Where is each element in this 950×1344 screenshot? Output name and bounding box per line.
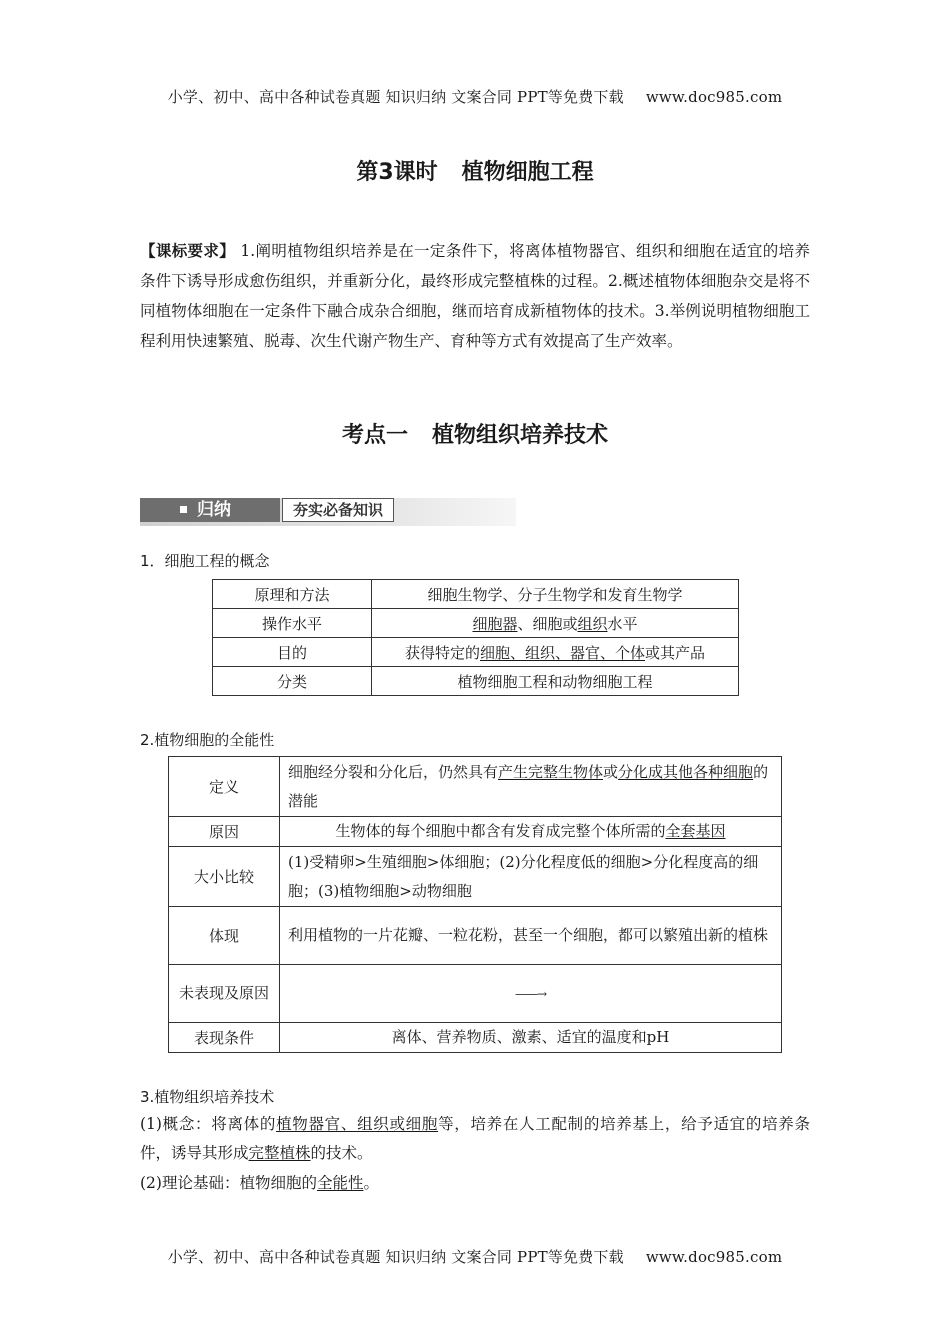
footer-site: www.doc985.com <box>645 1248 783 1266</box>
table-row <box>169 757 782 817</box>
table-row <box>213 609 739 638</box>
table-cell: 原理和方法 <box>213 580 372 609</box>
table-cell <box>280 817 782 847</box>
footer-text: 小学、初中、高中各种试卷真题 知识归纳 文案合同 PPT等免费下载 <box>167 1248 624 1266</box>
cell-text: 生物体的每个细胞中都含有发育成完整个体所需的 <box>335 822 666 840</box>
table-cell <box>280 757 782 817</box>
banner-left <box>140 498 280 522</box>
table-row <box>169 847 782 907</box>
requirements-label: 【课标要求】 <box>140 242 236 260</box>
cell-text: 获得特定的 <box>404 643 480 662</box>
table-cell: 离体、营养物质、激素、适宜的温度和pH <box>280 1023 782 1053</box>
answer-blank: 全能性 <box>316 1174 364 1192</box>
table-cell: 定义 <box>169 757 280 817</box>
title-topic: 植物细胞工程 <box>461 160 594 185</box>
para-text: (1)概念：将离体的 <box>140 1115 277 1133</box>
answer-blank: 细胞、组织、器官、个体 <box>479 643 645 662</box>
answer-blank: 植物器官、组织或细胞 <box>276 1115 439 1133</box>
arrow-icon: ——→ <box>514 986 547 1001</box>
table-row <box>169 965 782 1023</box>
summary-banner <box>140 498 516 526</box>
section-topic: 植物组织培养技术 <box>432 423 609 448</box>
table-row <box>169 907 782 965</box>
cell-text: 、细胞或 <box>517 614 578 633</box>
header-text: 小学、初中、高中各种试卷真题 知识归纳 文案合同 PPT等免费下载 <box>167 88 624 106</box>
table-cell: 目的 <box>213 638 372 667</box>
table-cell: 分类 <box>213 667 372 696</box>
table-cell: 体现 <box>169 907 280 965</box>
title-lesson: 第3课时 <box>356 160 438 185</box>
answer-blank: 分化成其他各种细胞 <box>618 762 754 781</box>
square-icon <box>180 506 187 513</box>
section-number: 考点一 <box>341 423 408 448</box>
s3-paragraph-1 <box>140 1110 810 1168</box>
table-cell: 未表现及原因 <box>169 965 280 1023</box>
s3-heading: 3.植物组织培养技术 <box>140 1088 275 1106</box>
table-cell: 利用植物的一片花瓣、一粒花粉，甚至一个细胞，都可以繁殖出新的植株 <box>280 907 782 965</box>
table-cell: 表现条件 <box>169 1023 280 1053</box>
s1-heading: 1．细胞工程的概念 <box>140 552 270 570</box>
requirements-text: 1.阐明植物组织培养是在一定条件下，将离体植物器官、组织和细胞在适宜的培养条件下诱导形成愈伤组织，并重新分化，最终形成完整植株的过程。2.概述植物体细胞杂交是将不同植物体细胞在一定条件下融合成杂合细胞，继而培育成新植物体的技术。3.举例说明植物细胞工程利用快速繁殖、脱毒、次生代谢产物生产、育种等方式有效提高了生产效率。 <box>140 242 810 350</box>
page-header <box>0 86 950 107</box>
s3-paragraph-2 <box>140 1169 810 1198</box>
table-cell <box>372 638 739 667</box>
table-row <box>213 638 739 667</box>
para-text: (2)理论基础：植物细胞的 <box>140 1174 317 1192</box>
table-cell: 大小比较 <box>169 847 280 907</box>
para-text: 等，培养在人工配制的培养基上，给予适宜的培养条件，诱导其形成 <box>140 1115 810 1162</box>
cell-engineering-table <box>212 579 739 696</box>
table-cell: 操作水平 <box>213 609 372 638</box>
table-cell: 植物细胞工程和动物细胞工程 <box>372 667 739 696</box>
para-text: 的技术。 <box>310 1144 373 1162</box>
cell-text: 细胞经分裂和分化后，仍然具有 <box>288 762 499 781</box>
cell-text: 的潜能 <box>288 762 769 810</box>
totipotency-table <box>168 756 782 1053</box>
table-row <box>213 580 739 609</box>
table-row <box>169 817 782 847</box>
answer-blank: 完整植株 <box>248 1144 311 1162</box>
cell-text: 水平 <box>607 614 638 633</box>
s2-heading: 2.植物细胞的全能性 <box>140 731 275 749</box>
answer-blank: 细胞器 <box>472 614 518 633</box>
curriculum-requirements <box>140 236 810 356</box>
cell-text: 或其产品 <box>645 643 706 662</box>
table-cell <box>280 965 782 1023</box>
table-cell: 细胞生物学、分子生物学和发育生物学 <box>372 580 739 609</box>
banner-left-label: 归纳 <box>197 500 231 520</box>
page-title <box>0 155 950 186</box>
table-row <box>213 667 739 696</box>
table-cell: 原因 <box>169 817 280 847</box>
page-footer <box>0 1246 950 1267</box>
section-title <box>0 418 950 449</box>
banner-right: 夯实必备知识 <box>282 498 394 522</box>
table-cell: (1)受精卵>生殖细胞>体细胞；(2)分化程度低的细胞>分化程度高的细胞；(3)植物细胞>动物细胞 <box>280 847 782 907</box>
header-site: www.doc985.com <box>645 88 783 106</box>
answer-blank: 全套基因 <box>665 822 726 840</box>
table-cell <box>372 609 739 638</box>
answer-blank: 组织 <box>577 614 608 633</box>
answer-blank: 产生完整生物体 <box>498 762 604 781</box>
para-text: 。 <box>363 1174 379 1192</box>
table-row <box>169 1023 782 1053</box>
cell-text: 或 <box>603 762 619 781</box>
